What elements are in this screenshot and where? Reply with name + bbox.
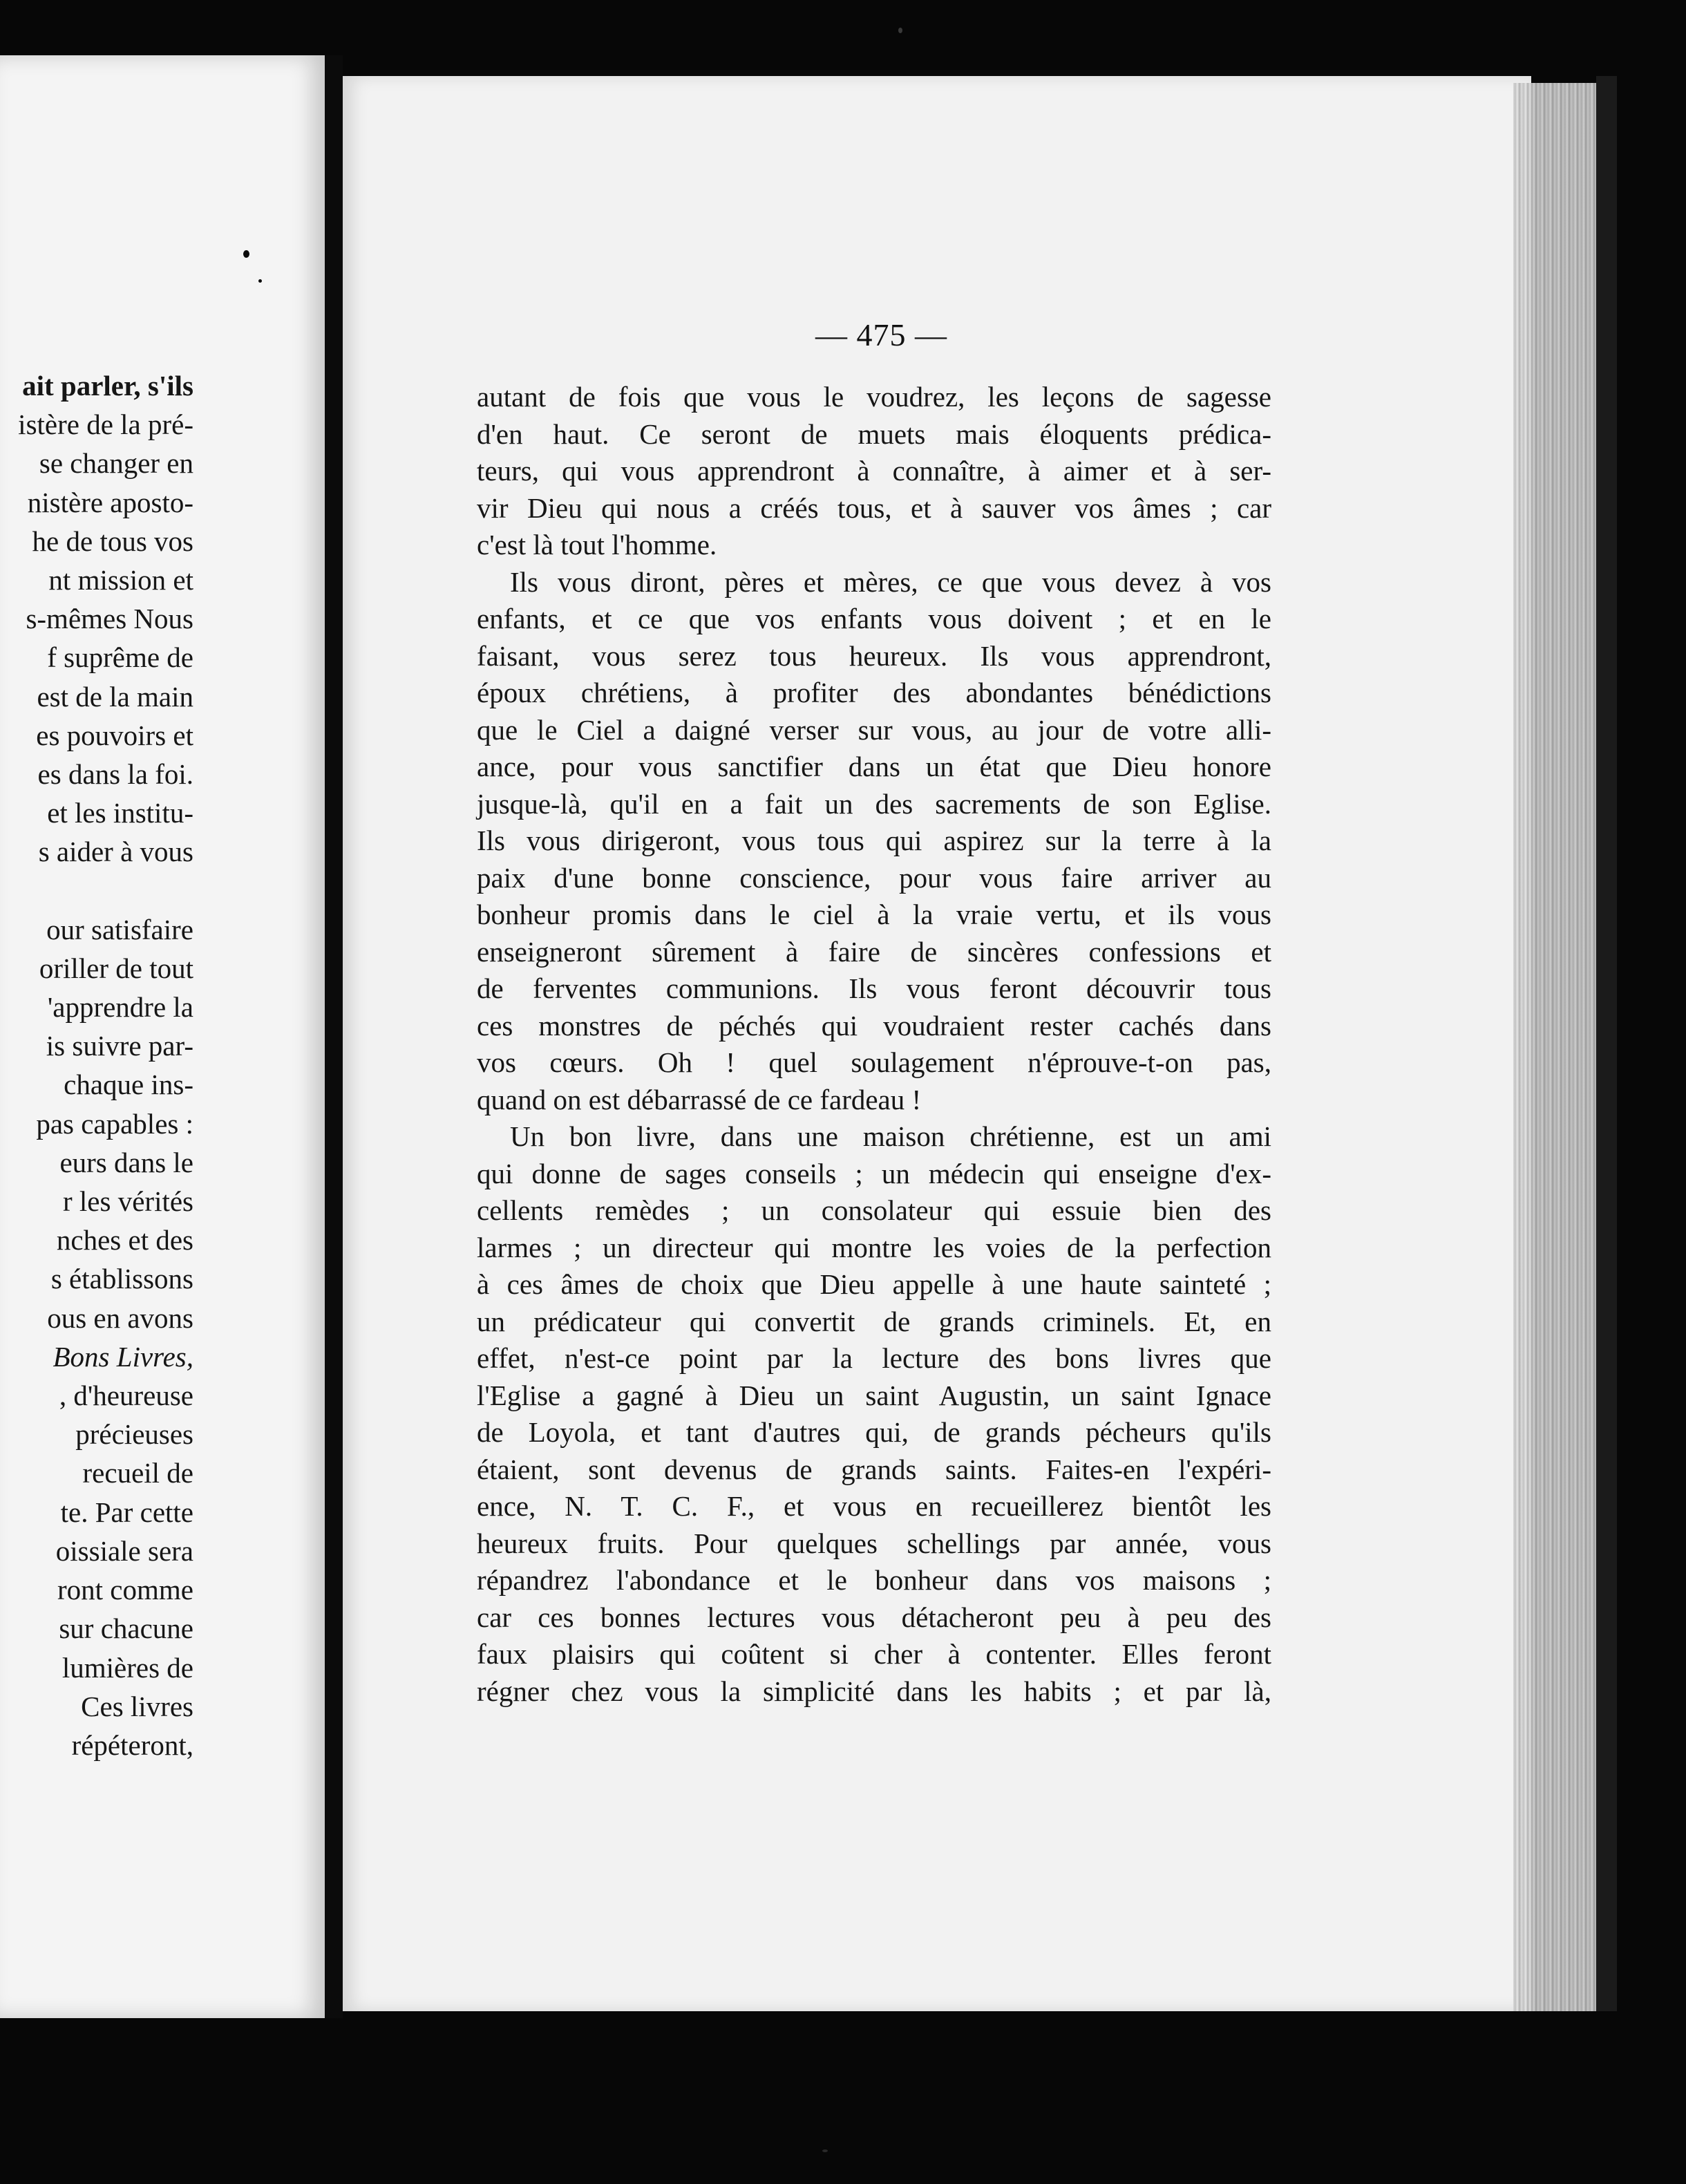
text-line: bonheur promis dans le ciel à la vraie vertu, et ils vous bbox=[477, 898, 1271, 930]
page-body-text bbox=[477, 379, 1271, 1710]
left-page-line: oriller de tout bbox=[39, 952, 193, 984]
text-line: étaient, sont devenus de grands saints. Faites-en l'expéri- bbox=[477, 1453, 1271, 1485]
left-page-line: eurs dans le bbox=[59, 1146, 193, 1178]
book-gutter bbox=[325, 55, 343, 2018]
text-line: jusque-là, qu'il en a fait un des sacrements de son Eglise. bbox=[477, 787, 1271, 820]
left-page-line: recueil de bbox=[82, 1457, 193, 1489]
left-page-text bbox=[0, 366, 193, 1764]
text-line: Ils vous dirigeront, vous tous qui aspirez sur la terre à la bbox=[477, 825, 1271, 856]
left-page-line: f suprême de bbox=[47, 641, 193, 674]
left-page-line: oissiale sera bbox=[55, 1534, 193, 1567]
text-line: époux chrétiens, à profiter des abondantes bénédictions bbox=[477, 677, 1271, 708]
text-line: ence, N. T. C. F., et vous en recueillerez bientôt les bbox=[477, 1490, 1271, 1522]
left-page-line: Ces livres bbox=[81, 1690, 193, 1722]
text-line: paix d'une bonne conscience, pour vous faire arriver au bbox=[477, 861, 1271, 894]
left-page-line: es pouvoirs et bbox=[36, 719, 193, 751]
left-page-line: ous en avons bbox=[47, 1301, 193, 1334]
left-page-line: es dans la foi. bbox=[37, 758, 193, 791]
left-page-line: lumières de bbox=[61, 1651, 193, 1684]
left-page-line: he de tous vos bbox=[32, 525, 193, 557]
text-line: enseigneront sûrement à faire de sincères confessions et bbox=[477, 935, 1271, 968]
text-line: enfants, et ce que vos enfants vous doivent ; et en le bbox=[477, 603, 1271, 634]
text-line: faux plaisirs qui coûtent si cher à contenter. Elles feront bbox=[477, 1638, 1271, 1670]
text-line: autant de fois que vous le voudrez, les leçons de sagesse bbox=[477, 381, 1271, 413]
left-page-line: s établissons bbox=[50, 1263, 193, 1295]
left-page-line: , d'heureuse bbox=[59, 1380, 193, 1412]
text-line: de ferventes communions. Ils vous feront découvrir tous bbox=[477, 972, 1271, 1004]
text-line: de Loyola, et tant d'autres qui, de grands pécheurs qu'ils bbox=[477, 1416, 1271, 1448]
scan-speck bbox=[243, 250, 249, 258]
text-line: ance, pour vous sanctifier dans un état que Dieu honore bbox=[477, 751, 1271, 782]
left-page-line: ait parler, s'ils bbox=[22, 370, 193, 402]
page-number: — 475 — bbox=[815, 317, 947, 352]
text-line: vir Dieu qui nous a créés tous, et à sauver vos âmes ; car bbox=[477, 491, 1271, 524]
text-line: que le Ciel a daigné verser sur vous, au jour de votre alli- bbox=[477, 713, 1271, 746]
text-line: quand on est débarrassé de ce fardeau ! bbox=[477, 1083, 922, 1115]
text-line: c'est là tout l'homme. bbox=[477, 529, 717, 561]
text-line: effet, n'est-ce point par la lecture des bons livres que bbox=[477, 1342, 1271, 1374]
left-page-line: répéteront, bbox=[71, 1729, 193, 1761]
left-page-line: ront comme bbox=[57, 1574, 193, 1606]
text-line: l'Eglise a gagné à Dieu un saint Augustin, un saint Ignace bbox=[477, 1379, 1271, 1411]
text-line: heureux fruits. Pour quelques schellings par année, vous bbox=[477, 1527, 1271, 1559]
text-line: d'en haut. Ce seront de muets mais éloquents prédica- bbox=[477, 417, 1271, 450]
left-page-line: 'apprendre la bbox=[47, 991, 193, 1024]
text-line: régner chez vous la simplicité dans les habits ; et par là, bbox=[477, 1675, 1271, 1707]
left-page-line bbox=[0, 872, 193, 910]
text-line: car ces bonnes lectures vous détacheront peu à peu des bbox=[477, 1601, 1271, 1633]
left-page-line: est de la main bbox=[37, 680, 193, 713]
scan-speck bbox=[258, 279, 262, 283]
left-page-line: nches et des bbox=[56, 1224, 193, 1256]
left-page-line: se changer en bbox=[39, 447, 193, 480]
left-page-line: istère de la pré- bbox=[18, 408, 193, 441]
left-page-line: nt mission et bbox=[48, 564, 193, 596]
scan-speck bbox=[898, 28, 902, 33]
left-page-line: et les institu- bbox=[47, 797, 193, 829]
text-line: Un bon livre, dans une maison chrétienne, est un ami bbox=[510, 1120, 1271, 1152]
text-line: teurs, qui vous apprendront à connaître, à aimer et à ser- bbox=[477, 455, 1271, 487]
text-line: répandrez l'abondance et le bonheur dans vos maisons ; bbox=[477, 1564, 1271, 1596]
left-page-line: r les vérités bbox=[63, 1185, 193, 1218]
left-page-line: chaque ins- bbox=[64, 1069, 193, 1101]
page-edges bbox=[1513, 83, 1603, 2011]
left-page-line: te. Par cette bbox=[60, 1496, 193, 1528]
left-page-line: pas capables : bbox=[36, 1107, 193, 1140]
left-facing-page bbox=[0, 55, 329, 2018]
left-page-line: Bons Livres, bbox=[53, 1340, 193, 1373]
left-page-line: précieuses bbox=[75, 1418, 193, 1451]
book-cover-edge bbox=[1596, 76, 1617, 2011]
scan-speck bbox=[822, 2149, 828, 2152]
left-page-line: s aider à vous bbox=[38, 836, 193, 868]
text-line: qui donne de sages conseils ; un médecin qui enseigne d'ex- bbox=[477, 1157, 1271, 1189]
text-line: un prédicateur qui convertit de grands criminels. Et, en bbox=[477, 1305, 1271, 1337]
text-line: ces monstres de péchés qui voudraient rester cachés dans bbox=[477, 1009, 1271, 1042]
text-line: à ces âmes de choix que Dieu appelle à une haute sainteté ; bbox=[477, 1268, 1271, 1300]
left-page-line: nistère aposto- bbox=[27, 486, 193, 518]
left-page-line: our satisfaire bbox=[46, 913, 193, 945]
text-line: Ils vous diront, pères et mères, ce que vous devez à vos bbox=[510, 565, 1271, 598]
left-page-line: is suivre par- bbox=[46, 1030, 193, 1062]
left-page-line: sur chacune bbox=[59, 1612, 193, 1645]
left-page-line: s-mêmes Nous bbox=[26, 603, 193, 635]
text-line: larmes ; un directeur qui montre les voies de la perfection bbox=[477, 1231, 1271, 1263]
text-line: cellents remèdes ; un consolateur qui essuie bien des bbox=[477, 1194, 1271, 1226]
text-line: vos cœurs. Oh ! quel soulagement n'éprouve-t-on pas, bbox=[477, 1046, 1271, 1078]
text-line: faisant, vous serez tous heureux. Ils vous apprendront, bbox=[477, 639, 1271, 672]
